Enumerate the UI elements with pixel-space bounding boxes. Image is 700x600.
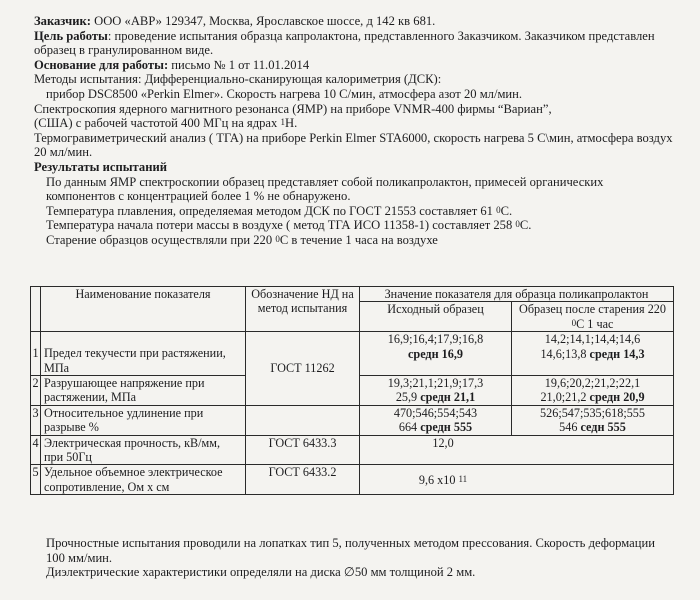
strength-note: Прочностные испытания проводили на лопатках тип 5, полученных методом прессования. Скорость деформации 100 мм/мин. [46, 536, 655, 565]
aged-values: 19,6;20,2;21,2;22,1 [544, 376, 641, 391]
aging-degree: 0 [275, 233, 280, 244]
report-footer [34, 536, 674, 580]
header-aged-degree: 0 [571, 317, 577, 328]
results-nmr: По данным ЯМР спектроскопии образец представляет собой поликапролактон, примесей органических компонентов с концентрацией более 1 % не обнаружено. [46, 174, 604, 204]
aged-average: седн 555 [580, 420, 626, 435]
weight-loss-unit: С. [519, 218, 532, 233]
dielectric-note: Диэлектрические характеристики определяли на диска ∅50 мм толщиной 2 мм. [46, 565, 476, 580]
initial-average: средн 21,1 [420, 390, 476, 405]
resistance-mantissa: 9,6 х10 [418, 472, 459, 487]
aged-values: 14,2;14,1;14,4;14,6 [544, 332, 641, 347]
row-name: Предел текучести при растяжении, МПа [41, 332, 246, 376]
header-num [31, 287, 41, 332]
results-melting [34, 204, 674, 219]
methods-dsc: прибор DSC8500 «Perkin Elmer». Скорость нагрева 10 С/мин, атмосфера азот 20 мл/мин. [46, 86, 523, 101]
row-initial [360, 405, 512, 435]
initial-values: 19,3;21,1;21,9;17,3 [387, 376, 484, 391]
row-aged [512, 376, 674, 406]
nmr-line2-text: (США) с рабочей частотой 400 МГц на ядрах [34, 116, 281, 131]
results-table [30, 286, 674, 495]
header-value: Значение показателя для образца поликапролактон [360, 287, 674, 302]
row-num: 2 [31, 376, 41, 406]
purpose-label: Цель работы [34, 28, 108, 43]
header-aged-text: Образец после старения 220 [519, 302, 666, 317]
melting-text: Температура плавления, определяемая методом ДСК по ГОСТ 21553 составляет 61 [46, 203, 497, 218]
aged-values-cont: 21,0;21,2 [540, 390, 587, 405]
aged-values-cont: 546 [559, 420, 578, 435]
results-weight-loss [34, 218, 674, 233]
table-row [31, 405, 674, 435]
row-aged [512, 332, 674, 376]
row-num: 5 [31, 465, 41, 495]
table-row [31, 465, 674, 495]
initial-values: 470;546;554;543 [393, 405, 478, 420]
initial-values-cont: 25,9 [395, 390, 418, 405]
row-initial [360, 332, 512, 376]
row-aged [512, 405, 674, 435]
header-aged [512, 302, 674, 332]
row-name: Относительное удлинение при разрыве % [41, 405, 246, 435]
results-aging [34, 233, 674, 248]
basis-label: Основание для работы: [34, 57, 169, 72]
row-name: Удельное объемное электрическое сопротивление, Ом х см [41, 465, 246, 495]
header-aged-tail: С 1 час [576, 316, 614, 331]
customer-label: Заказчик: [34, 14, 91, 28]
purpose-value: : проведение испытания образца капролактона, представленного Заказчиком. Заказчиком представлен образец в гранулированном виде. [34, 28, 655, 58]
row-norm: ГОСТ 6433.2 [246, 465, 360, 495]
row-num: 1 [31, 332, 41, 376]
methods-tga: Термогравиметрический анализ ( ТГА) на приборе Perkin Elmer STA6000, скорость нагрева 5 С\мин, атмосфера воздух 20 мл/мин. [34, 130, 673, 160]
customer-value: ООО «АВР» 129347, Москва, Ярославское шоссе, д 142 кв 681. [94, 14, 436, 28]
table-row [31, 435, 674, 465]
row-name: Разрушающее напряжение при растяжении, МПа [41, 376, 246, 406]
methods-title: Методы испытания: Дифференциально-сканирующая калориметрия (ДСК): [34, 72, 442, 87]
report-header [34, 14, 674, 248]
customer-line [34, 14, 674, 29]
purpose-line [34, 29, 674, 58]
aging-text: Старение образцов осуществляли при 220 [46, 232, 276, 247]
row-num: 3 [31, 405, 41, 435]
row-norm: ГОСТ 6433.3 [246, 435, 360, 465]
aged-values-cont: 14,6;13,8 [540, 346, 587, 361]
nmr-line2-end: H. [284, 116, 298, 131]
header-norm: Обозначение НД на метод испытания [246, 287, 360, 332]
methods-nmr-line1: Спектроскопия ядерного магнитного резонанса (ЯМР) на приборе VNMR-400 фирмы “Вариан”, [34, 101, 552, 116]
initial-values: 16,9;16,4;17,9;16,8 [387, 332, 484, 347]
initial-average: средн 16,9 [408, 346, 463, 361]
row-value [360, 465, 674, 495]
initial-average: средн 555 [420, 420, 473, 435]
row-norm-empty [246, 405, 360, 435]
table-row [31, 332, 674, 376]
aged-values: 526;547;535;618;555 [540, 405, 645, 420]
basis-value: письмо № 1 от 11.01.2014 [168, 57, 310, 72]
table-header-row [31, 287, 674, 302]
results-title-text: Результаты испытаний [34, 159, 167, 174]
aging-tail: С в течение 1 часа на воздухе [279, 232, 438, 247]
basis-line [34, 58, 674, 73]
aged-average: средн 20,9 [589, 390, 645, 405]
row-initial [360, 376, 512, 406]
weight-loss-degree: 0 [515, 219, 520, 230]
resistance-exponent: 11 [458, 473, 468, 484]
nmr-superscript: 1 [280, 117, 285, 128]
methods-nmr-line2 [34, 116, 674, 131]
row-name: Электрическая прочность, кВ/мм, при 50Гц [41, 435, 246, 465]
row-num: 4 [31, 435, 41, 465]
row-value: 12,0 [360, 435, 674, 465]
weight-loss-text: Температура начала потери массы в воздухе ( метод ТГА ИСО 11358-1) составляет 258 [46, 218, 516, 233]
melting-degree: 0 [496, 204, 501, 215]
header-name: Наименование показателя [41, 287, 246, 332]
row-norm-gost-11262: ГОСТ 11262 [246, 332, 360, 406]
header-initial: Исходный образец [360, 302, 512, 332]
results-title [34, 160, 674, 175]
melting-unit: С. [500, 203, 513, 218]
initial-values-cont: 664 [398, 420, 418, 435]
aged-average: средн 14,3 [589, 346, 645, 361]
